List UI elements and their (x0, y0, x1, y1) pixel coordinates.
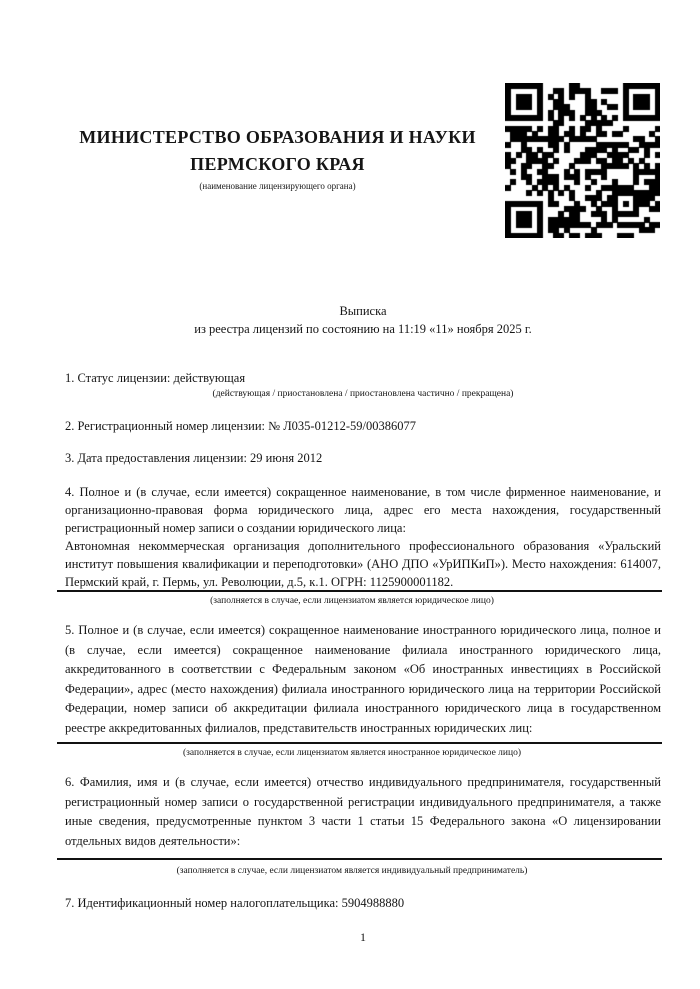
page-number: 1 (360, 930, 366, 944)
legal-entity-note: (заполняется в случае, если лицензиатом является юридическое лицо) (210, 596, 494, 606)
item-grant-date: 3. Дата предоставления лицензии: 29 июня 2012 (65, 451, 323, 465)
item-taxpayer-number: 7. Идентификационный номер налогоплательщика: 5904988880 (65, 896, 405, 910)
fill-line-legal-entity (57, 590, 662, 592)
ministry-header (65, 124, 490, 191)
licensing-authority-caption: (наименование лицензирующего органа) (199, 181, 356, 191)
title-line1: Выписка (339, 304, 387, 318)
item-legal-entity (65, 483, 661, 591)
foreign-entity-note: (заполняется в случае, если лицензиатом является иностранное юридическое лицо) (183, 748, 521, 758)
license-status-text: 1. Статус лицензии: действующая (65, 371, 246, 385)
legal-entity-label: 4. Полное и (в случае, если имеется) сокращенное наименование, в том числе фирменное наименование, и организационно-правовая форма юридического лица, адрес его места нахождения, государственный регистрационный номер записи о создании юридического лица: (65, 485, 661, 535)
fill-line-foreign-entity (57, 742, 662, 744)
fill-line-individual-entrepreneur (57, 858, 662, 860)
individual-entrepreneur-note: (заполняется в случае, если лицензиатом является индивидуальный предприниматель) (176, 866, 528, 876)
license-status-options-note: (действующая / приостановлена / приостановлена частично / прекращена) (212, 389, 514, 399)
item-license-status (65, 370, 661, 400)
item-foreign-entity: 5. Полное и (в случае, если имеется) сокращенное наименование иностранного юридического лица, полное и (в случае, если имеется) сокращенное наименование филиала иностранного юридического лица, аккредитованного в соответствии с Федеральным законом «Об иностранных инвестициях в Российской Федерации», адрес (место нахождения) филиала иностранного юридического лица на территории Российской Федерации, номер записи об аккредитации филиала иностранного юридического лица в государственном реестре аккредитованных филиалов, представительств иностранных юридических лиц: (65, 623, 661, 735)
ministry-name-line2: ПЕРМСКОГО КРАЯ (190, 154, 365, 174)
title-line2: из реестра лицензий по состоянию на 11:19 «11» ноября 2025 г. (194, 321, 532, 336)
qr-code-icon (505, 83, 660, 238)
document-title (65, 303, 661, 338)
legal-entity-value: Автономная некоммерческая организация дополнительного профессионального образования «Уральский институт повышения квалификации и переподготовки» (АНО ДПО «УрИПКиП»). Место нахождения: 614007, Пермский край, г. Пермь, ул. Революции, д.5, к.1. ОГРН: 1125900001182. (65, 539, 661, 589)
ministry-name-line1: МИНИСТЕРСТВО ОБРАЗОВАНИЯ И НАУКИ (79, 127, 476, 147)
item-individual-entrepreneur: 6. Фамилия, имя и (в случае, если имеется) отчество индивидуального предпринимателя, государственный регистрационный номер записи о государственной регистрации индивидуального предпринимателя, а также иные сведения, предусмотренные пунктом 3 части 1 статьи 15 Федерального закона «О лицензировании отдельных видов деятельности»: (65, 775, 661, 848)
item-registration-number: 2. Регистрационный номер лицензии: № Л035-01212-59/00386077 (65, 419, 416, 433)
